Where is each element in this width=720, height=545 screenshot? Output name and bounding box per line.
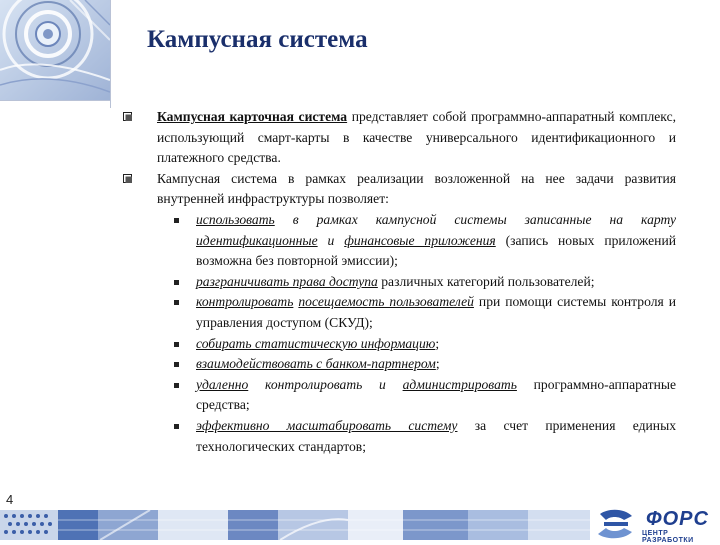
bullet-icon (174, 342, 179, 347)
logo-name: ФОРС (646, 508, 709, 530)
slide-title: Кампусная система (147, 26, 368, 53)
corner-graphic (0, 0, 110, 100)
paragraph-term: Кампусная карточная система (157, 109, 348, 124)
list-item: удаленно контролировать и администрировать программно-аппаратные средства; (120, 375, 676, 416)
paragraph-text: Кампусная система в рамках реализации возложенной на нее задачи развития внутренней инфраструктуры позволяет: (157, 170, 676, 207)
bullet-icon (174, 300, 179, 305)
square-bullet-icon (123, 174, 132, 183)
slide-body (120, 107, 676, 457)
square-bullet-icon (123, 112, 132, 121)
divider-horizontal (0, 100, 110, 101)
paragraph-capabilities (120, 169, 676, 210)
page-number: 4 (6, 492, 14, 507)
logo-subtitle: ЦЕНТР РАЗРАБОТКИ (642, 530, 694, 544)
list-item: взаимодействовать с банком-партнером; (120, 354, 676, 375)
list-item: использовать в рамках кампусной системы записанные на карту идентификационные и финансовые приложения (запись новых приложений возможна без повторной эмиссии); (120, 210, 676, 272)
list-item: собирать статистическую информацию; (120, 334, 676, 355)
bullet-icon (174, 280, 179, 285)
list-item: контролировать посещаемость пользователей при помощи системы контроля и управления доступом (СКУД); (120, 292, 676, 333)
bullet-icon (174, 218, 179, 223)
paragraph-text: представляет собой программно-аппаратный комплекс, использующий смарт-карты в качестве универсального идентификационного и платежного средства. (157, 109, 676, 166)
capabilities-list (120, 210, 676, 457)
bullet-icon (174, 362, 179, 367)
bullet-icon (174, 424, 179, 429)
bullet-icon (174, 383, 179, 388)
paragraph-definition (120, 107, 676, 169)
list-item: разграничивать права доступа различных категорий пользователей; (120, 272, 676, 293)
list-item: эффективно масштабировать систему за счет применения единых технологических стандартов; (120, 416, 676, 457)
footer-band (0, 510, 590, 540)
divider-vertical (110, 0, 111, 108)
